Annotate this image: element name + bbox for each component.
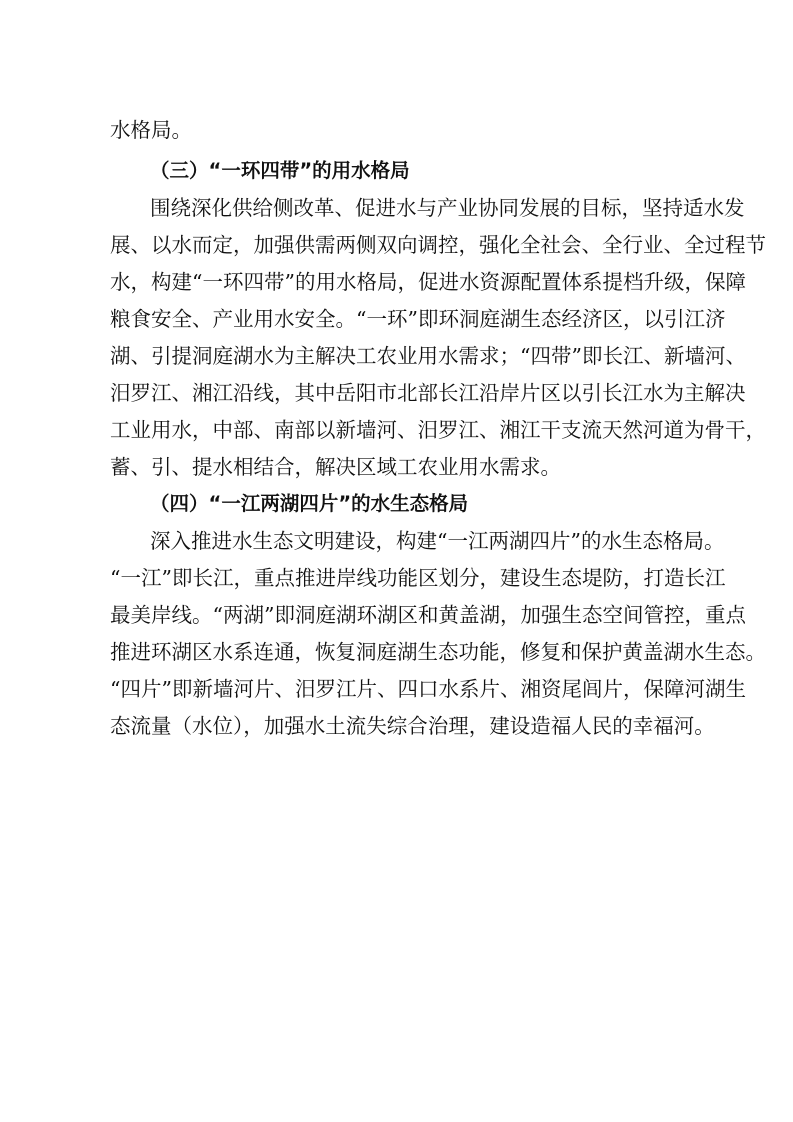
paragraph-line: 最美岸线。“两湖”即洞庭湖环湖区和黄盖湖，加强生态空间管控，重点	[110, 603, 746, 627]
paragraph-line: 工业用水，中部、南部以新墙河、汨罗江、湘江干支流天然河道为骨干，	[110, 418, 766, 442]
paragraph-line: 粮食安全、产业用水安全。“一环”即环洞庭湖生态经济区，以引江济	[110, 307, 726, 331]
paragraph-line: 围绕深化供给侧改革、促进水与产业协同发展的目标，坚持适水发	[150, 196, 745, 220]
paragraph-line: 水，构建“一环四带”的用水格局，促进水资源配置体系提档升级，保障	[110, 270, 746, 294]
section-3-heading: （三）“一环四带”的用水格局	[150, 159, 410, 182]
paragraph-line: 蓄、引、提水相结合，解决区域工农业用水需求。	[110, 455, 561, 479]
paragraph-line: 湖、引提洞庭湖水为主解决工农业用水需求；“四带”即长江、新墙河、	[110, 344, 746, 368]
paragraph-line: 汨罗江、湘江沿线，其中岳阳市北部长江沿岸片区以引长江水为主解决	[110, 381, 746, 405]
section-4-heading: （四）“一江两湖四片”的水生态格局	[150, 492, 469, 515]
paragraph-line: 展、以水而定，加强供需两侧双向调控，强化全社会、全行业、全过程节	[110, 233, 766, 257]
paragraph-line: 态流量（水位），加强水土流失综合治理，建设造福人民的幸福河。	[110, 714, 715, 738]
continuation-text: 水格局。	[110, 118, 192, 142]
paragraph-line: 深入推进水生态文明建设，构建“一江两湖四片”的水生态格局。	[150, 529, 725, 553]
paragraph-line: 推进环湖区水系连通，恢复洞庭湖生态功能，修复和保护黄盖湖水生态。	[110, 640, 766, 664]
paragraph-line: “四片”即新墙河片、汨罗江片、四口水系片、湘资尾闾片，保障河湖生	[110, 677, 746, 701]
paragraph-line: “一江”即长江，重点推进岸线功能区划分，建设生态堤防，打造长江	[110, 566, 726, 590]
